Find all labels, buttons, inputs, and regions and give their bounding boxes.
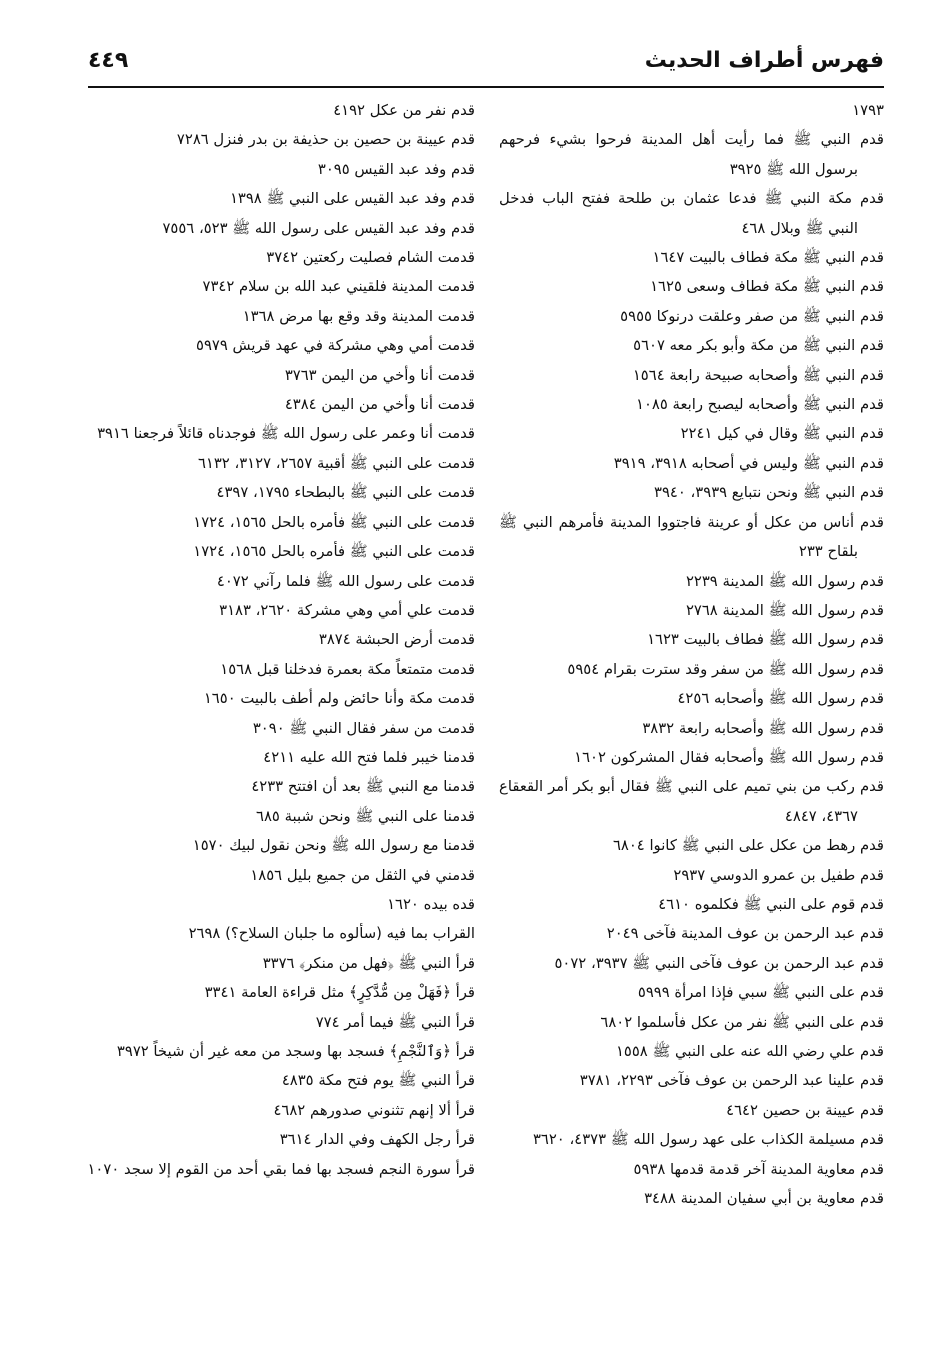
index-entry: قدم نفر من عكل ٤١٩٢ bbox=[333, 102, 475, 119]
index-entry: قدمت الشام فصليت ركعتين ٣٧٤٢ bbox=[266, 249, 475, 267]
index-entry: قدم رسول الله ﷺ المدينة ٢٢٣٩ bbox=[685, 572, 884, 590]
index-entry: قدم وفد عبد القيس ٣٠٩٥ bbox=[317, 160, 475, 178]
index-entry: قدم رسول الله ﷺ من سفر وقد سترت بقرام ٥٩٥٤ bbox=[567, 660, 884, 678]
index-entry: قدمت علي أمي وهي مشركة ٢٦٢٠، ٣١٨٣ bbox=[219, 601, 475, 619]
index-entry: قدمت مكة وأنا حائض ولم أطف بالبيت ١٦٥٠ bbox=[203, 690, 475, 708]
index-entry: قرأ النبي ﷺ ﴿فهل من منكر﴾ ٣٣٧٦ bbox=[262, 954, 475, 972]
index-entry: قدم عبد الرحمن بن عوف فآخى النبي ﷺ ٣٩٣٧، ٥٠٧٢ bbox=[554, 954, 884, 972]
index-entry: قدم وفد عبد القيس على النبي ﷺ ١٣٩٨ bbox=[229, 190, 475, 208]
index-entry: قدم علينا عبد الرحمن بن عوف فآخى ٢٢٩٣، ٣٧٨١ bbox=[579, 1072, 884, 1090]
index-entry: قدم طفيل بن عمرو الدوسي ٢٩٣٧ bbox=[673, 866, 884, 884]
index-entry: قدم رسول الله ﷺ وأصحابه ٤٢٥٦ bbox=[677, 690, 884, 708]
index-entry: قدمت أمي وهي مشركة في عهد قريش ٥٩٧٩ bbox=[196, 337, 475, 355]
index-entry: قدم النبي ﷺ وأصحابه ليصبح رابعة ١٠٨٥ bbox=[636, 396, 884, 414]
index-entry: قدم رسول الله ﷺ فطاف بالبيت ١٦٢٣ bbox=[647, 631, 884, 649]
index-entry: قرأ النبي ﷺ يوم فتح مكة ٤٨٣٥ bbox=[281, 1072, 475, 1090]
index-entry: قدم عيينة بن حصين بن حذيفة بن بدر فنزل ٧٢٨٦ bbox=[176, 131, 475, 149]
index-entry: قدمت أنا وأخي من اليمن ٤٣٨٤ bbox=[284, 396, 475, 414]
index-entry: قدم على النبي ﷺ نفر من عكل فأسلموا ٦٨٠٢ bbox=[600, 1013, 884, 1031]
index-entry: قدم النبي ﷺ وأصحابه صبيحة رابعة ١٥٦٤ bbox=[632, 366, 884, 384]
index-entry: قدمت على النبي ﷺ أقبية ٢٦٥٧، ٣١٢٧، ٦١٣٢ bbox=[197, 454, 475, 472]
index-entry: قدم النبي ﷺ ونحن نتبايع ٣٩٣٩، ٣٩٤٠ bbox=[654, 484, 884, 502]
index-entry: قدمت أرض الحبشة ٣٨٧٤ bbox=[318, 631, 475, 649]
index-entry: قدم قوم على النبي ﷺ فكلموه ٤٦١٠ bbox=[658, 895, 884, 913]
index-entry: قدم النبي ﷺ فما رأيت أهل المدينة فرحوا بشيء فرحهم برسول الله ﷺ ٣٩٢٥ bbox=[499, 131, 884, 178]
index-entry: قدم رسول الله ﷺ وأصحابه رابعة ٣٨٣٢ bbox=[642, 719, 884, 737]
index-entry: قدمنا على النبي ﷺ ونحن شببة ٦٨٥ bbox=[256, 807, 475, 825]
index-entry: قرأ ﴿فَهَلْ مِن مُّدَّكِرٍ﴾ مثل قراءة العامة ٣٣٤١ bbox=[204, 984, 475, 1002]
index-entry: قدمت أنا وعمر على رسول الله ﷺ فوجدناه قائلاً فرجعنا ٣٩١٦ bbox=[97, 425, 475, 443]
index-entry: قدمنا خيبر فلما فتح الله عليه ٤٢١١ bbox=[263, 748, 475, 766]
index-entry: قدم معاوية بن أبي سفيان المدينة ٣٤٨٨ bbox=[644, 1190, 884, 1208]
index-entry: قدمت على النبي ﷺ بالبطحاء ١٧٩٥، ٤٣٩٧ bbox=[216, 484, 475, 502]
index-entry: قدم النبي ﷺ من مكة وأبو بكر معه ٥٦٠٧ bbox=[633, 337, 884, 355]
right-column bbox=[499, 96, 884, 1213]
index-entry: قدمني في الثقل من جميع بليل ١٨٥٦ bbox=[250, 866, 475, 884]
index-entry: قده بيده ١٦٢٠ bbox=[387, 895, 475, 913]
index-entry: قدم عيينة بن حصين ٤٦٤٢ bbox=[726, 1101, 884, 1119]
index-entry: قدم النبي ﷺ من صفر وعلقت درنوكا ٥٩٥٥ bbox=[620, 307, 884, 325]
page-header bbox=[88, 40, 884, 88]
index-entry: قدم وفد عبد القيس على رسول الله ﷺ ٥٢٣، ٧٥٥٦ bbox=[162, 219, 475, 237]
index-entry: قدم ركب من بني تميم على النبي ﷺ فقال أبو بكر أمر القعقاع ٤٣٦٧، ٤٨٤٧ bbox=[499, 778, 884, 825]
index-entry: قدمت المدينة وقد وقع بها مرض ١٣٦٨ bbox=[242, 307, 475, 325]
index-entry: قدم النبي ﷺ وقال في كيل ٢٢٤١ bbox=[680, 425, 884, 443]
index-entry: قدمنا مع رسول الله ﷺ ونحن نقول لبيك ١٥٧٠ bbox=[192, 837, 475, 855]
index-entry: قرأ رجل الكهف وفي الدار ٣٦١٤ bbox=[279, 1131, 475, 1149]
index-entry: قدمت على رسول الله ﷺ فلما رآني ٤٠٧٢ bbox=[216, 572, 475, 590]
index-entry: ١٧٩٣ bbox=[852, 102, 884, 119]
index-entry: قدم علي رضي الله عنه على النبي ﷺ ١٥٥٨ bbox=[615, 1043, 884, 1060]
index-entry: قرأ ﴿وَٱلنَّجْمِ﴾ فسجد بها وسجد من معه غير أن شيخاً ٣٩٧٢ bbox=[116, 1043, 475, 1060]
index-entry: قدم أناس من عكل أو عرينة فاجتووا المدينة فأمرهم النبي ﷺ بلقاح ٢٣٣ bbox=[499, 513, 884, 561]
index-entry: قدمت المدينة فلقيني عبد الله بن سلام ٧٣٤٢ bbox=[202, 278, 475, 296]
index-entry: القراب بما فيه (سألوه ما جلبان السلاح؟) ٢٦٩٨ bbox=[188, 925, 475, 943]
index-entry: قدم النبي ﷺ وليس في أصحابه ٣٩١٨، ٣٩١٩ bbox=[613, 454, 884, 472]
index-entry: قدم رسول الله ﷺ وأصحابه فقال المشركون ١٦٠٢ bbox=[574, 748, 884, 766]
index-entry: قرأ سورة النجم فسجد بها فما بقي أحد من القوم إلا سجد ١٠٧٠ bbox=[87, 1160, 475, 1178]
left-column bbox=[85, 96, 475, 1184]
index-entry: قدمت على النبي ﷺ فأمره بالحل ١٥٦٥، ١٧٢٤ bbox=[193, 543, 475, 561]
index-entry: قدمت على النبي ﷺ فأمره بالحل ١٥٦٥، ١٧٢٤ bbox=[193, 513, 475, 531]
index-entry: قدم عبد الرحمن بن عوف المدينة فآخى ٢٠٤٩ bbox=[606, 925, 884, 943]
page-title: فهرس أطراف الحديث bbox=[644, 48, 884, 73]
index-entry: قرأ النبي ﷺ فيما أمر ٧٧٤ bbox=[315, 1013, 475, 1031]
page-number: ٤٤٩ bbox=[88, 48, 129, 73]
index-entry: قدمت متمتعاً مكة بعمرة فدخلنا قبل ١٥٦٨ bbox=[220, 660, 475, 678]
index-entry: قدم رسول الله ﷺ المدينة ٢٧٦٨ bbox=[685, 601, 884, 619]
index-entry: قدم مسيلمة الكذاب على عهد رسول الله ﷺ ٤٣٧٣، ٣٦٢٠ bbox=[532, 1131, 884, 1149]
index-entry: قدم رهط من عكل على النبي ﷺ كانوا ٦٨٠٤ bbox=[612, 837, 884, 855]
index-entry: قدمت أنا وأخي من اليمن ٣٧٦٣ bbox=[284, 366, 475, 384]
index-entry: قدم النبي ﷺ مكة فطاف وسعى ١٦٢٥ bbox=[650, 278, 884, 296]
index-entry: قدمت من سفر فقال النبي ﷺ ٣٠٩٠ bbox=[252, 719, 475, 737]
index-entry: قدمنا مع النبي ﷺ بعد أن افتتح ٤٢٣٣ bbox=[251, 778, 475, 796]
index-entry: قدم معاوية المدينة آخر قدمة قدمها ٥٩٣٨ bbox=[633, 1160, 884, 1178]
index-entry: قرأ ألا إنهم تثنوني صدورهم ٤٦٨٢ bbox=[273, 1101, 475, 1119]
index-entry: قدم مكة النبي ﷺ فدعا عثمان بن طلحة ففتح الباب فدخل النبي ﷺ وبلال ٤٦٨ bbox=[499, 190, 884, 237]
index-entry: قدم على النبي ﷺ سبي فإذا امرأة ٥٩٩٩ bbox=[637, 984, 884, 1002]
index-entry: قدم النبي ﷺ مكة فطاف بالبيت ١٦٤٧ bbox=[652, 249, 884, 267]
